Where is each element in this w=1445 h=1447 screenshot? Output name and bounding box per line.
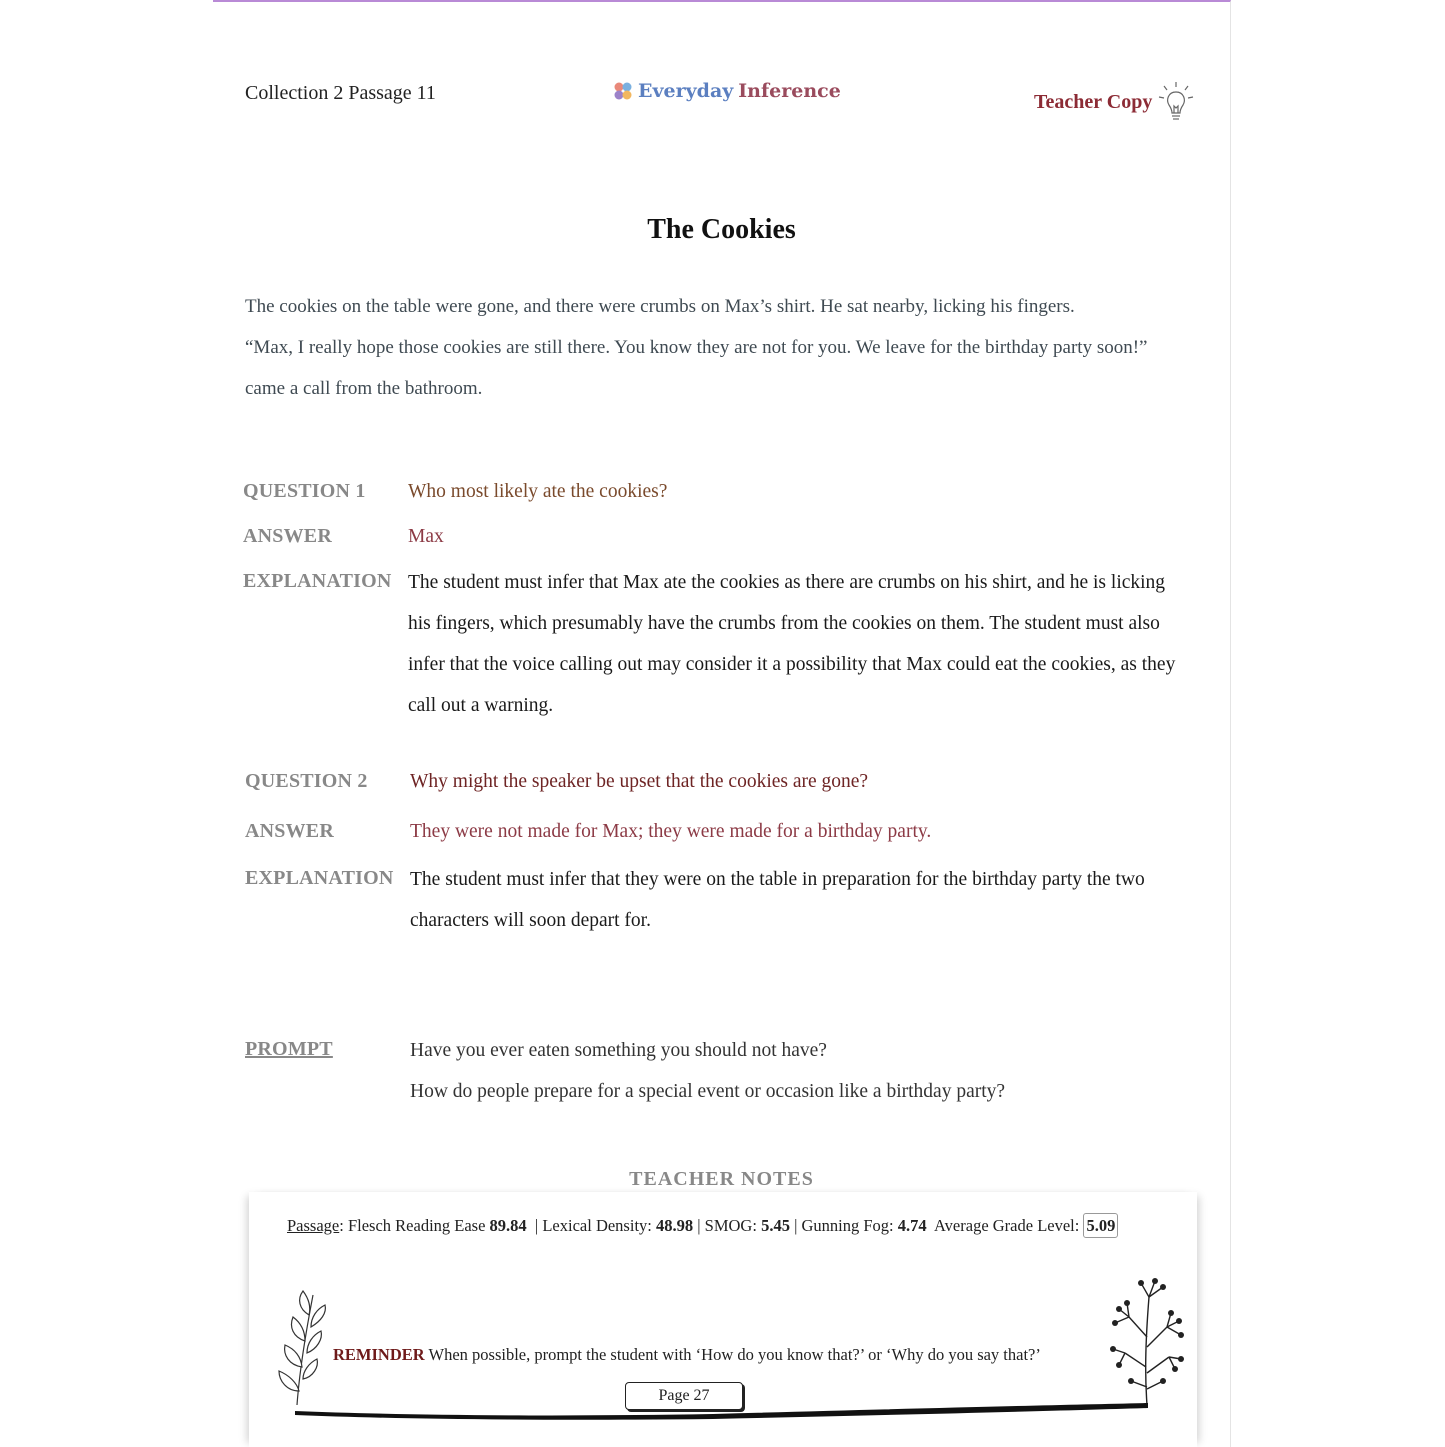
explanation-1-text (408, 562, 1198, 726)
question-1-label: QUESTION 1 (243, 480, 366, 502)
right-flower-branch-icon (1109, 1277, 1185, 1407)
collection-label: Collection 2 Passage 11 (245, 82, 436, 104)
explanation-line: The student must infer that Max ate the cookies as there are crumbs on his shirt, and he is licking (408, 572, 1166, 593)
lexical-value: 48.98 (655, 1216, 694, 1235)
reminder-body: When possible, prompt the student with ‘How do you know that?’ or ‘Why do you say that?’ (428, 1345, 1041, 1364)
explanation-line: infer that the voice calling out may consider it a possibility that Max could eat the cookies, as they (408, 654, 1176, 675)
answer-1-label: ANSWER (243, 525, 332, 547)
logo-word-everyday: Everyday (638, 80, 734, 102)
passage-stats-label: Passage (287, 1216, 340, 1235)
explanation-2-text (410, 859, 1200, 941)
teacher-notes-title: TEACHER NOTES (629, 1168, 814, 1190)
reminder-text (333, 1345, 1041, 1365)
prompt-label: PROMPT (245, 1038, 333, 1060)
teacher-copy-label: Teacher Copy (1034, 90, 1153, 113)
explanation-line: call out a warning. (408, 695, 554, 716)
question-1-text: Who most likely ate the cookies? (408, 481, 668, 502)
flesch-value: 89.84 (489, 1216, 527, 1235)
passage-line: “Max, I really hope those cookies are still there. You know they are not for you. We leave for the birthday party soon!” (245, 337, 1148, 358)
flesch-label: : Flesch Reading Ease (339, 1216, 486, 1235)
answer-1-text: Max (408, 526, 444, 547)
answer-2-text: They were not made for Max; they were made for a birthday party. (410, 821, 932, 842)
grade-label: Average Grade Level: (933, 1216, 1080, 1235)
explanation-line: characters will soon depart for. (410, 910, 651, 931)
smog-label: | SMOG: (697, 1216, 757, 1235)
grade-value: 5.09 (1083, 1213, 1118, 1238)
passage-line: came a call from the bathroom. (245, 378, 483, 399)
fog-value: 4.74 (897, 1216, 927, 1235)
question-2-text: Why might the speaker be upset that the cookies are gone? (410, 771, 869, 792)
logo-word-inference: Inference (738, 80, 841, 102)
explanation-1-label: EXPLANATION (243, 570, 392, 592)
question-2-label: QUESTION 2 (245, 770, 368, 792)
readability-stats (287, 1216, 1118, 1236)
passage-text (245, 286, 1205, 409)
explanation-2-label: EXPLANATION (245, 867, 394, 889)
smog-value: 5.45 (761, 1216, 790, 1235)
lightbulb-icon (1156, 80, 1196, 124)
document-page (213, 0, 1231, 1447)
page-number: Page 27 (625, 1382, 743, 1410)
prompt-line: Have you ever eaten something you should not have? (410, 1040, 827, 1061)
lexical-label: | Lexical Density: (534, 1216, 652, 1235)
teacher-copy-badge (1034, 80, 1196, 124)
explanation-line: his fingers, which presumably have the crumbs from the cookies on them. The student must also (408, 613, 1160, 634)
explanation-line: The student must infer that they were on the table in preparation for the birthday party the two (410, 869, 1145, 890)
fog-label: | Gunning Fog: (794, 1216, 894, 1235)
prompt-text (410, 1030, 1200, 1112)
clover-logo-icon (613, 81, 633, 101)
passage-line: The cookies on the table were gone, and there were crumbs on Max’s shirt. He sat nearby, licking his fingers. (245, 296, 1075, 317)
answer-2-label: ANSWER (245, 820, 334, 842)
app-logo (613, 80, 841, 102)
passage-title: The Cookies (647, 214, 796, 245)
left-leaf-branch-icon (269, 1287, 329, 1407)
prompt-line: How do people prepare for a special event or occasion like a birthday party? (410, 1081, 1006, 1102)
reminder-label: REMINDER (333, 1345, 425, 1364)
